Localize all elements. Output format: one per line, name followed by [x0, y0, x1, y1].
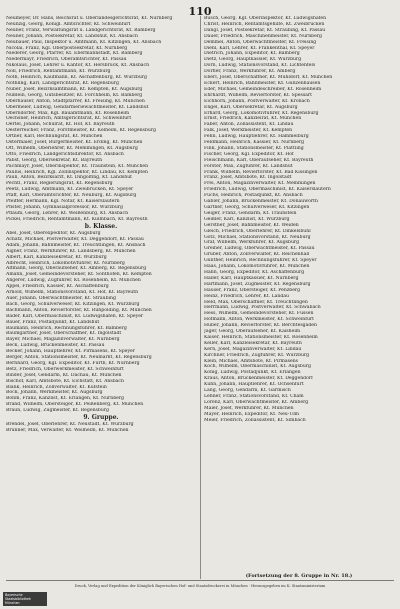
register-entry: Oechsner, Heinrich, Amtsgerichtsrat, Kt. Schweinfurt [6, 116, 132, 122]
register-entry: Nöthling, Karl, Landgerichtsrat, Kt. Regensburg [6, 80, 119, 86]
register-entry: Oberhauser, Anton, Stadtpfarrer, Kt. Freising, Kt. München [6, 98, 145, 104]
register-entry: Auer, Johann, Oberwachtmeister, Kt. Straubing [6, 295, 116, 301]
register-entry: Abel, Josef, Oberexpeditor, Kt. Augsburg [6, 231, 101, 236]
register-entry: Angerer, Ludwig, Zugführer, Kt. Rosenheim, Kt. München [6, 278, 141, 284]
register-entry: Gleich, Friedrich, Oberlehrer, Kt. Dinkelsbühl [204, 228, 311, 234]
register-entry: Appel, Friedrich, Kassier, Kt. Aschaffenburg [6, 284, 109, 290]
register-entry: Friedrich, Ludwig, Obermaschinist, Kt. Kaiserslautern [204, 187, 331, 193]
register-entry: Böhm, Franz, Kanzlist, Kt. Erlangen, Kt. Nürnberg [6, 396, 124, 402]
register-entry: Noll, Friedrich, Rentamtmann, Kt. Würzburg [6, 69, 111, 75]
register-entry: Huber, Johann, Revierförster, Kt. Berchtesgaden [204, 323, 317, 329]
register-entry: Hartmann, Josef, Zugmeister, Kt. Regensburg [204, 281, 311, 287]
register-entry: Nuber, Josef, Bezirksamtmann, Kt. Kempten, Kt. Augsburg [6, 86, 143, 92]
register-entry: Engel, Karl, Obersekretär, Kt. Augsburg [204, 104, 298, 110]
stamp-line: Staatsbibliothek [5, 597, 31, 601]
register-entry: Frank, Wilhelm, Revierförster, Kt. Bad Kissingen [204, 169, 318, 175]
register-entry: Binder, Josef, Gendarm, Kt. Dachau, Kt. München [6, 372, 122, 378]
register-entry: Nikolaus, Josef, Lehrer u. Kantor, Kt. Hersbruck, Kt. Ansbach [6, 63, 150, 69]
register-entry: Lang, Georg, Gendarm, Kt. Garmisch [204, 388, 291, 394]
register-entry: Pfeiffer, Hermann, Kgl. Notar, Kt. Kaiserslautern [6, 199, 120, 205]
register-entry: Bachmann, Anton, Revierförster, Kt. Ruhpolding, Kt. München [6, 307, 152, 313]
register-entry: Berger, Anton, Stationsmeister, Kt. Neumarkt, Kt. Regensburg [6, 355, 152, 361]
register-entry: Arnold, Wilhelm, Stationsvorstand, Kt. Hof, Kt. Bayreuth [6, 290, 139, 296]
register-entry: Pauli, Anton, Bezirksarzt, Kt. Dingolfing, Kt. Landshut [6, 175, 133, 181]
register-entry: Fleischmann, Karl, Oberaufseher, Kt. Bayreuth [204, 157, 314, 163]
register-entry: Jäger, Georg, Oberaufseher, Kt. Kaisheim [204, 329, 301, 335]
register-entry: Baumgartner, Josef, Oberschaffner, Kt. Ingolstadt [6, 331, 122, 337]
register-entry: König, Ludwig, Postadjunkt, Kt. Erlangen [204, 370, 301, 376]
register-entry: Diehl, Karl, Lehrer, Kt. Frankenthal, Kt. Speyer [204, 45, 315, 51]
register-entry: Pfister, Johann, Gymnasialprofessor, Kt. Würzburg [6, 205, 123, 210]
register-entry: Dietz, Georg, Hauptkassier, Kt. Würzburg [204, 57, 302, 63]
register-entry: Pfaff, Karl, Oberamtsrichter, Kt. Neuburg, Kt. Augsburg [6, 193, 137, 199]
register-entry: Nöth, Heinrich, Kaufmann, Kt. Aschaffenburg, Kt. Würzburg [6, 75, 147, 81]
register-entry: Herrmann, Ludwig, Postverwalter, Kt. Schwabach [204, 305, 321, 311]
register-entry: Kraus, Anton, Brückenmeister, Kt. Deggendorf [204, 376, 313, 382]
register-entry: Eckert, Heinrich, Bahnmeister, Kt. Gunzenhausen [204, 80, 321, 86]
register-entry: Bock, Johann, Werkmeister, Kt. Augsburg [6, 390, 103, 396]
register-entry: Ortner, Karl, Rechnungsrat, Kt. München [6, 134, 103, 140]
library-stamp [3, 592, 47, 606]
register-entry: Pabst, Georg, Obersekretär, Kt. Bayreuth [6, 157, 103, 163]
register-entry: Pachmayr, Josef, Oberinspektor, Kt. Traunstein, Kt. München [6, 163, 149, 169]
register-entry: Fink, Johann, Stationsmeister, Kt. Plattling [204, 145, 304, 151]
register-entry: Brand, Wilhelm, Obersteiger, Kt. Peißenberg, Kt. München [6, 402, 144, 408]
register-entry: Eichhorn, Johann, Postverwalter, Kt. Kronach [204, 98, 310, 104]
register-entry: Maier, Josef, Werkführer, Kt. München [204, 405, 294, 411]
register-entry: Hauser, Franz, Obersteiger, Kt. Penzberg [204, 287, 301, 293]
section-heading: b. Klasse. [84, 222, 118, 230]
register-entry: Brendel, Josef, Oberlehrer, Kt. Neustadt, Kt. Würzburg [6, 422, 134, 428]
register-entry: Kirchner, Friedrich, Zugführer, Kt. Würzburg [204, 352, 310, 358]
register-entry: Günther, Heinrich, Rechnungsführer, Kt. Speyer [204, 258, 317, 264]
register-entry: Falk, Josef, Werkmeister, Kt. Kempten [204, 128, 293, 134]
register-entry: Meier, Friedrich, Zollassistent, Kt. Simbach [204, 417, 306, 423]
register-entry: Nicolai, Franz, Kgl. Oberpostsekretär, Kt. Nürnberg [6, 45, 128, 51]
register-entry: Niedermayr, Friedrich, Oberamtsrichter, Kt. Passau [6, 57, 127, 63]
register-entry: Obermeier, Ludwig, Gendarmeriewachtmeister, Kt. Landshut [6, 104, 149, 110]
register-entry: Aigner, Franz, Werkführer, Kt. Landsberg, Kt. München [6, 248, 136, 254]
register-entry: Kaiser, Heinrich, Stationsmeister, Kt. Rosenheim [204, 334, 318, 340]
register-entry: Demmel, Anton, Oberwachtmeister, Kt. Freising [204, 39, 317, 45]
register-entry: Ott, Wilhelm, Oberlehrer, Kt. Memmingen, Kt. Augsburg [6, 145, 138, 151]
register-entry: Pickel, Friedrich, Rentamtmann, Kt. Kulmbach, Kt. Bayreuth [6, 216, 148, 222]
register-entry: Lehner, Franz, Stationsvorstand, Kt. Cham [204, 394, 304, 399]
register-entry: Brunner, Max, Verwalter, Kt. Weilheim, Kt. München [6, 428, 129, 434]
register-entry: Keller, Karl, Kanzleisekretär, Kt. Bayreuth [204, 340, 302, 346]
right-entry-list [204, 16, 394, 424]
register-entry: Otto, Friedrich, Landgerichtsdirektor, Kt. Ansbach [6, 151, 124, 157]
column-divider [200, 16, 201, 579]
register-entry: Ehrhardt, Wilhelm, Revierförster, Kt. Spessart [204, 92, 312, 98]
register-entry: Bischof, Karl, Amtsbote, Kt. Eichstätt, Kt. Ansbach [6, 378, 124, 384]
register-entry: Geiger, Franz, Gendarm, Kt. Traunstein [204, 210, 297, 216]
register-entry: Albert, Karl, Kanzleisekretär, Kt. Würzburg [6, 254, 107, 260]
register-entry: Fischer, Georg, Kgl. Expeditor, Kt. Hof [204, 151, 294, 157]
left-entry-list-2 [6, 231, 196, 414]
register-entry: Paulus, Heinrich, Kgl. Zollinspektor, Kt. Lindau, Kt. Kempten [6, 169, 148, 175]
register-entry: Koch, Wilhelm, Obermaschinist, Kt. Augsburg [204, 364, 311, 370]
register-entry: Hahn, Georg, Expeditor, Kt. Aschaffenburg [204, 269, 305, 275]
register-entry: Nüßlein, Georg, Gutsbesitzer, Kt. Forchheim, Kt. Bamberg [6, 92, 143, 98]
register-entry: Oesterreicher, Franz, Forstmeister, Kt. Kelheim, Kt. Regensburg [6, 128, 156, 134]
register-entry: Busch, Georg, Kgl. Oberinspektor, Kt. Ludwigshafen [204, 16, 327, 21]
register-entry: Götz, Michael, Stationsvorstand, Kt. Neuburg [204, 234, 311, 240]
register-entry: Dörfler, Franz, Werkführer, Kt. Amberg [204, 69, 296, 75]
right-column [204, 16, 394, 581]
register-entry: Altmann, Georg, Oberaufseher, Kt. Amberg, Kt. Regensburg [6, 266, 147, 272]
register-entry: Bach, Georg, Schulverweser, Kt. Kitzingen, Kt. Würzburg [6, 301, 140, 307]
register-entry: Bernhard, Georg, Kgl. Expeditor, Kt. Fürth, Kt. Nürnberg [6, 360, 140, 366]
register-entry: Neuner, Franz, Verwaltungsrat u. Landgerichtsrat, Kt. Bamberg [6, 27, 156, 33]
register-entry: Adam, Johann, Bahnmeister, Kt. Treuchtlingen, Kt. Ansbach [6, 242, 146, 248]
register-entry: Oberndorfer, Max, Kgl. Bauamtmann, Kt. Rosenheim [6, 110, 130, 116]
register-entry: Neuner, Johann, Postsekretär, Kt. Landshut, Kt. Ansbach [6, 33, 138, 39]
register-entry: Eberl, Josef, Oberschaffner, Kt. Mühldorf, Kt. München [204, 75, 333, 81]
register-entry: Gerstner, Josef, Bahnmeister, Kt. Weiden [204, 222, 299, 228]
register-entry: Ernst, Friedrich, Kanzleirat, Kt. München [204, 116, 302, 122]
register-entry: Dauer, Friedrich, Maschinenmeister, Kt. Nürnberg [204, 33, 322, 39]
register-entry: Achatz, Michael, Postverwalter, Kt. Deggendorf, Kt. Passau [6, 236, 144, 242]
left-entry-list [6, 16, 196, 223]
register-entry: Dietrich, Johann, Expeditor, Kt. Bamberg [204, 51, 300, 57]
left-entry-list-3 [6, 422, 196, 434]
register-entry: Ostermaier, Josef, Bürgermeister, Kt. Erding, Kt. München [6, 140, 143, 146]
register-entry: Fehn, Ludwig, Hauptlehrer, Kt. Hammelburg [204, 134, 309, 140]
register-entry: Haller, Karl, Hauptkassier, Kt. Nürnberg [204, 275, 299, 281]
register-entry: Gabler, Johann, Brückenmeister, Kt. Donauwörth [204, 199, 318, 205]
register-entry: Amann, Josef, Gemeindevorsteher, Kt. Sonthofen, Kt. Kempten [6, 272, 152, 278]
register-entry: Betz, Friedrich, Oberwerkmeister, Kt. Schweinfurt [6, 366, 124, 372]
stamp-line: München [5, 601, 20, 605]
register-entry: Bayer, Michael, Magazinverwalter, Kt. Nürnberg [6, 337, 120, 343]
register-entry: Frei, Anton, Magazinverwalter, Kt. Memmingen [204, 181, 316, 187]
footer-rule [6, 580, 394, 581]
register-entry: Neubauer, Paul, Inspektor u. Amtmann, Kt. Kitzingen, Kt. Ansbach [6, 39, 162, 45]
register-entry: Neunzig, Georg, Königl. Amtsrichter, Kt. Schweinfurt [6, 21, 131, 27]
register-entry: Klein, Michael, Amtsbote, Kt. Pirmasens [204, 358, 299, 364]
register-entry: Niederer, Georg, Pfarrer, Kt. Ebermannstadt, Kt. Bamberg [6, 51, 143, 57]
register-entry: Christ, Heinrich, Rentamtsgehilfe, Kt. Zweibrücken [204, 21, 325, 27]
register-entry: Eder, Michael, Gemeindeschreiber, Kt. Rosenheim [204, 86, 322, 92]
register-entry: Hofmann, Anton, Werkmeister, Kt. Schweinfurt [204, 317, 314, 323]
register-entry: Geißler, Karl, Kanzlist, Kt. Würzburg [204, 216, 290, 222]
register-entry: Beck, Ludwig, Brückenmeister, Kt. Passau [6, 343, 105, 349]
section-heading-2: 9. Gruppe. [83, 414, 119, 422]
left-column [6, 16, 196, 581]
register-entry: Braun, Ludwig, Zugmeister, Kt. Regensburg [6, 408, 109, 414]
register-entry: Oertel, Johann, Schulrat, Kt. Hof, Kt. Bayreuth [6, 122, 115, 128]
register-entry: Albrecht, Heinrich, Lokomotivführer, Kt. Nürnberg [6, 260, 125, 266]
register-entry: Kern, Josef, Magazinverwalter, Kt. Lindau [204, 346, 302, 352]
register-entry: Forster, Max, Zugführer, Kt. Landshut [204, 163, 293, 169]
register-entry: Peetz, Ludwig, Amtmann, Kt. Zweibrücken, Kt. Speyer [6, 187, 134, 193]
register-entry: Faber, Anton, Zollassistent, Kt. Lindau [204, 122, 294, 128]
register-entry: Franz, Josef, Amtsbote, Kt. Ingolstadt [204, 175, 292, 181]
register-entry: Fuchs, Heinrich, Postadjunkt, Kt. Ansbach [204, 193, 303, 199]
register-entry: Gärtner, Georg, Schulverweser, Kt. Kitzingen [204, 205, 310, 210]
register-entry: Becker, Johann, Hauptlehrer, Kt. Pirmasens, Kt. Speyer [6, 349, 135, 355]
register-entry: Lorenz, Karl, Oberwachtmeister, Kt. Amberg [204, 399, 309, 405]
register-entry: Bauer, Franz, Postadjunkt, Kt. Landshut [6, 319, 100, 325]
register-entry: Gruber, Anton, Zollverwalter, Kt. Reichenhall [204, 252, 310, 258]
register-entry: Pflaum, Georg, Lehrer, Kt. Weißenburg, Kt. Ansbach [6, 210, 129, 216]
register-entry: Hess, Wilhelm, Gemeindevorsteher, Kt. Füssen [204, 311, 314, 317]
register-entry: Graf, Wilhelm, Werkführer, Kt. Augsburg [204, 240, 300, 246]
register-entry: Feldmann, Heinrich, Kassier, Kt. Nürnberg [204, 140, 305, 146]
register-entry: Dorn, Ludwig, Stationsvorstand, Kt. Lichtenfels [204, 63, 316, 69]
register-entry: Blank, Heinrich, Zollverwalter, Kt. Kufstein [6, 384, 107, 390]
register-entry: Erhard, Georg, Lokomotivführer, Kt. Regensburg [204, 110, 319, 116]
register-entry: Heinz, Friedrich, Lehrer, Kt. Landau [204, 293, 289, 299]
register-entry: Greiner, Ludwig, Oberwachtmeister, Kt. Passau [204, 246, 315, 252]
page-number: 110 [188, 5, 212, 18]
printer-footer: Druck, Verlag und Expedition der Königlich Bayerischen Hof- und Staatsdruckerei in München · Herausgegeben im K. Staatsministerium [74, 584, 326, 588]
register-entry: Mayer, Heinrich, Expeditor, Kt. Neu-Ulm [204, 411, 300, 417]
register-entry: Neumeyer, Dr. Hans, Reichsrat u. Oberlandesgerichtsrat, Kt. Nürnberg [6, 16, 173, 21]
stamp-line: Bayerische [5, 593, 23, 597]
register-entry: Kuhn, Johann, Hauptlehrer, Kt. Ochsenfurt [204, 382, 304, 388]
register-entry: Baumann, Heinrich, Rechnungsführer, Kt. Bamberg [6, 325, 127, 331]
register-entry: Bader, Karl, Obermaschinist, Kt. Ludwigshafen, Kt. Speyer [6, 313, 144, 319]
register-entry: Pechtl, Franz, Regierungsrat, Kt. Regensburg [6, 181, 113, 187]
register-entry: Dangl, Josef, Postsekretär, Kt. Straubing, Kt. Passau [204, 27, 326, 33]
register-entry: Haas, Johann, Lokomotivführer, Kt. München [204, 264, 310, 270]
register-entry: Held, Max, Oberschaffner, Kt. Treuchtlingen [204, 299, 308, 305]
continuation-note: (Fortsetzung der 8. Gruppe in Nr. 18.) [245, 573, 353, 579]
